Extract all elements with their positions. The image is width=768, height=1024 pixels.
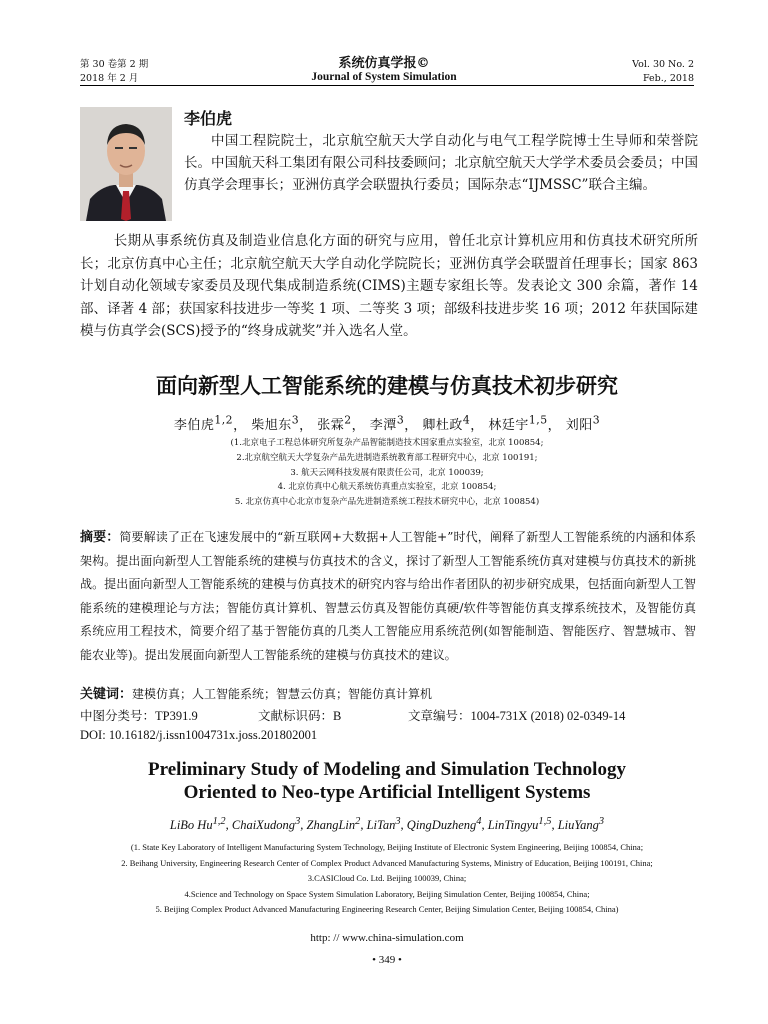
affiliation-en: 4.Science and Technology on Space System Simulation Laboratory, Beijing Simulation Center, Beijing 100854, China; — [184, 888, 590, 899]
footer-url[interactable]: http: // www.china-simulation.com — [310, 932, 464, 944]
abstract-text: 简要解读了正在飞速发展中的“新互联网+大数据+人工智能+”时代，阐释了新型人工智能系统的内涵和体系架构。提出面向新型人工智能系统的建模与仿真技术的含义，探讨了新型人工智能系统仿真对建模与仿真技术的新挑战。提出面向新型人工智能系统的建模与仿真技术的研究内容与给出作者团队的初步研究成果，包括面向新型人工智能系统的建模理论与方法；智能仿真计算机、智慧云仿真及智能仿真硬/软件等智能仿真支撑系统技术，及智能仿真系统应用工程技术，简要介绍了基于智能仿真的几类人工智能应用系统范例(如智能制造、智能医疗、智慧城市、智能农业等)。提出发展面向新型人工智能系统的建模与仿真技术的建议。 — [80, 530, 696, 662]
author-list-en: LiBo Hu$^{1,2}$, ChaiXudong$^3$, ZhangLin$^2$, LiTan$^3$, QingDuzheng$^4$, LinTingyu$^{1,5}$, LiuYang$^3$ — [169, 816, 605, 833]
author-en: LiBo Hu$^{1,2}$ — [169, 816, 226, 833]
header-volume-cn — [80, 58, 148, 86]
keywords-text: 建模仿真；人工智能系统；智慧云仿真；智能仿真计算机 — [132, 687, 433, 701]
header-issue-cn: 第 30 卷第 2 期 — [80, 59, 149, 70]
doi: DOI: 10.16182/j.issn1004731x.joss.201802001 — [80, 728, 318, 742]
journal-header — [234, 52, 534, 83]
journal-name-cn: 系统仿真学报© — [338, 56, 430, 71]
author-en: LiuYang$^3$ — [557, 816, 605, 833]
author-en: QingDuzheng$^4$ — [406, 816, 482, 833]
header-volume-en — [560, 58, 694, 86]
author-en: LinTingyu$^{1,5}$ — [487, 816, 552, 833]
affiliation-en: 2. Beihang University, Engineering Research Center of Complex Product Advanced Manufacturing Systems, Ministry of Education, Beijing 100191, China; — [121, 857, 653, 868]
portrait-image — [80, 107, 172, 221]
header-issue-en: Vol. 30 No. 2 — [632, 59, 694, 70]
author-cn: 林廷宇$^{1,5}$ — [488, 414, 548, 434]
bio-paragraph-2: 长期从事系统仿真及制造业信息化方面的研究与应用，曾任北京计算机应用和仿真技术研究所所长；北京仿真中心主任；北京航空航天大学自动化学院院长；亚洲仿真学会联盟首任理事长；国家 863 计划自动化领域专家委员及现代集成制造系统(CIMS)主题专家组长等。发表论文 300 余篇，著作 14 部、译著 4 部；获国家科技进步一等奖 1 项、二等奖 3 项；部级科技进步奖 16 项；2012 年获国际建模与仿真学会(SCS)授予的“终身成就奖”并入选名人堂。 — [80, 233, 698, 339]
affiliation-en: (1. State Key Laboratory of Intelligent Manufacturing System Technology, Beijing Institute of Electronic System Engineering, Beijing 100854, China; — [130, 842, 644, 852]
paper-title-cn: 面向新型人工智能系统的建模与仿真技术初步研究 — [156, 374, 618, 398]
abstract-cn — [80, 526, 696, 667]
header-rule — [80, 85, 694, 86]
title-en-line-2: Oriented to Neo-type Artificial Intelligent Systems — [183, 782, 591, 803]
bio-name: 李伯虎 — [184, 109, 233, 128]
affiliation-cn: (1.北京电子工程总体研究所复杂产品智能制造技术国家重点实验室，北京 100854; — [230, 438, 544, 448]
author-cn: 卿杜政$^4$ — [422, 414, 471, 434]
bio-paragraph-1: 中国工程院院士，北京航空航天大学自动化与电气工程学院博士生导师和荣誉院长。中国航天科工集团有限公司科技委顾问；北京航空航天大学学术委员会委员；中国仿真学会理事长；亚洲仿真学会联盟执行委员；国际杂志“IJMSSC”联合主编。 — [184, 133, 698, 193]
keywords-label: 关键词： — [80, 687, 133, 702]
paper-title-en — [80, 758, 694, 804]
abstract-label: 摘要： — [80, 530, 120, 545]
affiliation-cn: 2.北京航空航天大学复杂产品先进制造系统教育部工程研究中心，北京 100191; — [236, 452, 538, 463]
author-photo — [80, 107, 172, 221]
author-cn: 张霖$^2$ — [317, 414, 352, 434]
title-en-line-1: Preliminary Study of Modeling and Simulation Technology — [148, 759, 626, 780]
affiliations-en — [80, 840, 694, 918]
journal-name-en: Journal of System Simulation — [311, 71, 457, 83]
affiliation-cn: 5. 北京仿真中心北京市复杂产品先进制造系统工程技术研究中心，北京 100854) — [234, 497, 540, 508]
keywords-cn — [80, 683, 696, 702]
affiliation-en: 3.CASICloud Co. Ltd. Beijing 100039, China; — [307, 873, 467, 883]
header-date-en: Feb., 2018 — [642, 73, 694, 84]
document-code: 文献标识码：B — [258, 709, 342, 723]
header-date-cn: 2018 年 2 月 — [80, 73, 139, 84]
article-number: 文章编号：1004-731X (2018) 02-0349-14 — [408, 709, 626, 723]
page-number: • 349 • — [372, 954, 402, 966]
author-cn: 李伯虎$^{1,2}$ — [173, 414, 234, 434]
author-cn: 刘阳$^3$ — [565, 414, 601, 434]
author-en: ChaiXudong$^3$ — [231, 816, 301, 833]
affiliation-cn: 3. 航天云网科技发展有限责任公司，北京 100039; — [290, 467, 484, 478]
author-list-cn: 李伯虎$^{1,2}$， 柴旭东$^3$， 张霖$^2$， 李潭$^3$， 卿杜政$^4$， 林廷宇$^{1,5}$， 刘阳$^3$ — [173, 414, 601, 434]
author-cn: 李潭$^3$ — [369, 414, 405, 434]
clc-number: 中图分类号：TP391.9 — [80, 709, 198, 723]
affiliation-cn: 4. 北京仿真中心航天系统仿真重点实验室，北京 100854; — [277, 482, 497, 493]
affiliations-cn — [80, 436, 694, 510]
author-en: ZhangLin$^2$ — [306, 816, 361, 833]
author-en: LiTan$^3$ — [366, 816, 401, 833]
affiliation-en: 5. Beijing Complex Product Advanced Manufacturing Engineering Research Center, Beijing Simulation Center, Beijing 100854, China) — [155, 904, 619, 914]
author-cn: 柴旭东$^3$ — [251, 414, 300, 434]
